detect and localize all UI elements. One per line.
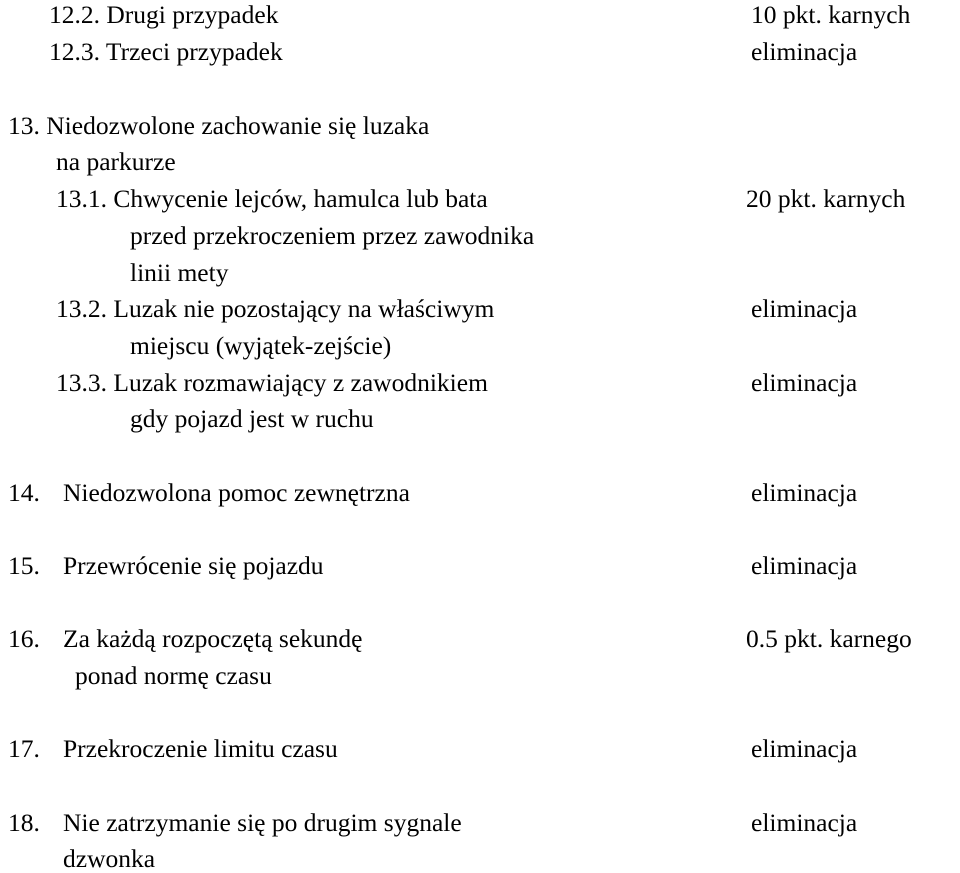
- rule-18-text-cont: dzwonka: [63, 844, 156, 873]
- rule-13-2-text-cont: miejscu (wyjątek-zejście): [130, 331, 392, 360]
- rule-text: Drugi przypadek: [106, 0, 279, 29]
- rule-13-2-penalty: eliminacja: [751, 294, 858, 323]
- rule-text: Niedozwolone zachowanie się luzaka: [46, 111, 430, 140]
- rule-16-penalty: 0.5 pkt. karnego: [746, 624, 912, 653]
- rule-12-2-penalty: 10 pkt. karnych: [751, 0, 911, 29]
- rule-number: 15.: [8, 551, 40, 580]
- rule-13-1-penalty: 20 pkt. karnych: [746, 184, 906, 213]
- rule-number: 13.2.: [56, 294, 107, 323]
- rule-text: Luzak nie pozostający na właściwym: [113, 294, 495, 323]
- rule-13-3-penalty: eliminacja: [751, 368, 858, 397]
- rule-12-3: [49, 39, 283, 65]
- rule-13-3-text-cont: gdy pojazd jest w ruchu: [130, 404, 374, 433]
- rule-text: Trzeci przypadek: [105, 37, 283, 66]
- rule-number: 13.1.: [56, 184, 107, 213]
- rule-text: Za każdą rozpoczętą sekundę: [63, 624, 363, 653]
- rule-17: [8, 736, 338, 762]
- rule-text: Nie zatrzymanie się po drugim sygnale: [63, 808, 462, 837]
- rule-text: Chwycenie lejców, hamulca lub bata: [113, 184, 488, 213]
- rule-15: [8, 553, 324, 579]
- rule-17-penalty: eliminacja: [751, 734, 858, 763]
- rule-13-2: [56, 296, 494, 322]
- rule-text: Przekroczenie limitu czasu: [63, 734, 338, 763]
- rule-13-3: [56, 370, 488, 396]
- rule-18: [8, 810, 462, 836]
- rule-15-penalty: eliminacja: [751, 551, 858, 580]
- rule-number: 13.: [8, 111, 40, 140]
- rule-13-1-text-cont2: linii mety: [130, 258, 229, 287]
- rule-16: [8, 626, 362, 652]
- rule-16-text-cont: ponad normę czasu: [75, 661, 272, 690]
- rule-text: Przewrócenie się pojazdu: [63, 551, 324, 580]
- rule-13-1: [56, 186, 488, 212]
- rule-text: Niedozwolona pomoc zewnętrzna: [63, 478, 410, 507]
- rule-14-penalty: eliminacja: [751, 478, 858, 507]
- rule-number: 16.: [8, 624, 40, 653]
- rule-number: 12.2.: [49, 0, 100, 29]
- rule-12-2: [49, 2, 278, 28]
- rule-number: 14.: [8, 478, 40, 507]
- rule-14: [8, 480, 410, 506]
- rule-number: 17.: [8, 734, 40, 763]
- rule-number: 13.3.: [56, 368, 107, 397]
- rule-13-1-text-cont: przed przekroczeniem przez zawodnika: [130, 221, 535, 250]
- rule-13-text-cont: na parkurze: [56, 147, 176, 176]
- rule-13: [8, 113, 429, 139]
- rule-12-3-penalty: eliminacja: [751, 37, 858, 66]
- rule-text: Luzak rozmawiający z zawodnikiem: [113, 368, 488, 397]
- rule-number: 12.3.: [49, 37, 100, 66]
- rule-number: 18.: [8, 808, 40, 837]
- rule-18-penalty: eliminacja: [751, 808, 858, 837]
